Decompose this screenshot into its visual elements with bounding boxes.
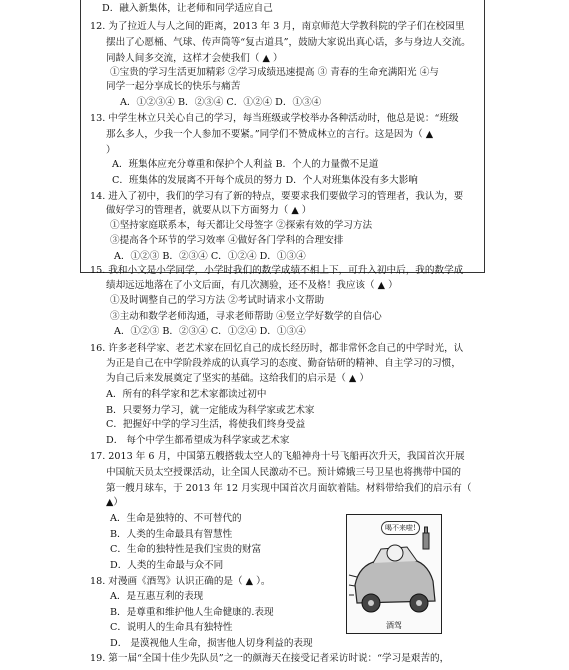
text-line: 13. 中学生林立只关心自己的学习，每当班级或学校举办各种活动时，他总是说：“班级	[90, 113, 459, 124]
text-line: 第一艘月球车，于 2013 年 12 月实现中国首次月面软着陆。材料带给我们的启示有（	[106, 483, 472, 494]
text-line: D． 每个中学生都希望成为科学家或艺术家	[106, 435, 290, 446]
cartoon-caption: 酒驾	[386, 621, 402, 630]
text-line: 中国航天员太空授课活动，让全国人民激动不已。预计嫦娥三号卫星也将携带中国的	[106, 467, 461, 478]
text-line: 摆出了心愿桶、气球、传声筒等“复古道具”，鼓励大家说出真心话，多与身边人交流。	[106, 37, 471, 48]
text-line: D．融入新集体，让老师和同学适应自己	[102, 3, 273, 14]
text-line: 做好学习的管理者，就要从以下方面努力（ ▲ ）	[106, 205, 312, 216]
text-line: 15. 我和小文是小学同学，小学时我们的数学成绩不相上下，可升入初中后，我的数学成	[90, 265, 464, 276]
text-line: A．生命是独特的、不可替代的	[110, 513, 242, 524]
text-line: A．①②③④ B．②③④ C．①②④ D．①③④	[120, 97, 322, 108]
text-line: ①坚持家庭联系本，每天都让父母签字 ②探索有效的学习方法	[110, 220, 373, 231]
text-line: ）	[106, 145, 116, 156]
text-line: A．①②③ B．②③④ C．①②④ D．①③④	[114, 326, 306, 337]
text-line: C．把握好中学的学习生活，将使我们终身受益	[106, 419, 306, 430]
text-line: ③提高各个环节的学习效率 ④做好各门学科的合理安排	[110, 235, 344, 246]
text-line: 为自己后来发展奠定了坚实的基础。这给我们的启示是（ ▲ ）	[106, 373, 369, 384]
text-line: 18. 对漫画《酒驾》认识正确的是（ ▲ ）。	[90, 576, 271, 587]
text-line: 那么多人，少我一个人参加不要紧。”同学们不赞成林立的言行。这是因为（ ▲	[106, 129, 434, 140]
text-line: 同龄人间多交流，这样才会使我们（ ▲ ）	[106, 53, 283, 64]
text-line: 12. 为了拉近人与人之间的距离，2013 年 3 月，南京师范大学教科院的学子们在校园里	[90, 21, 465, 32]
text-line: 绩却远远地落在了小文后面，有几次测验，还不及格！我应该（ ▲ ）	[106, 280, 398, 291]
text-line: 为正是自己在中学阶段养成的认真学习的态度、勤奋钻研的精神、自主学习的习惯，	[106, 358, 461, 369]
text-line: C．班集体的发展离不开每个成员的努力 D．个人对班集体没有多大影响	[112, 175, 418, 186]
drunk-driving-cartoon	[346, 514, 442, 634]
text-line: C．生命的独特性是我们宝贵的财富	[110, 544, 262, 555]
text-line: A．①②③ B．②③④ C．①②④ D．①③④	[114, 251, 306, 262]
text-line: D． 是漠视他人生命，损害他人切身利益的表现	[110, 638, 313, 649]
text-line: D．人类的生命最与众不同	[110, 560, 224, 571]
text-line: 同学一起分享成长的快乐与痛苦	[106, 81, 241, 92]
speech-bubble: 喝不来啦!	[381, 521, 420, 535]
text-line: 17. 2013 年 6 月，中国第五艘搭载太空人的飞船神舟十号飞船再次升天，我国首次开展	[90, 451, 465, 462]
text-line: ③主动和数学老师沟通，寻求老师帮助 ④竖立学好数学的自信心	[110, 311, 382, 322]
text-line: 14. 进入了初中，我们的学习有了新的特点，要要求我们要做学习的管理者，我认为，要	[90, 191, 464, 202]
text-line: A．所有的科学家和艺术家都读过初中	[106, 389, 267, 400]
text-line: ▲）	[106, 497, 123, 508]
text-line: B．只要努力学习，就一定能成为科学家或艺术家	[106, 405, 315, 416]
text-line: A．班集体应充分尊重和保护个人利益 B．个人的力量微不足道	[112, 159, 379, 170]
text-line: C．说明人的生命具有独特性	[110, 622, 233, 633]
text-line: ①及时调整自己的学习方法 ②考试时请求小文帮助	[110, 295, 325, 306]
text-line: 19. 第一届“全国十佳少先队员”之一的颜海天在接受记者采访时说：“学习是艰苦的，	[90, 653, 450, 664]
text-line: ①宝贵的学习生活更加精彩 ②学习成绩迅速提高 ③ 青春的生命充满阳光 ④与	[110, 67, 439, 78]
text-line: A．是互惠互利的表现	[110, 591, 204, 602]
text-line: B．是尊重和维护他人生命健康的.表现	[110, 607, 274, 618]
text-line: 16. 许多老科学家、老艺术家在回忆自己的成长经历时，都非常怀念自己的中学时光，认	[90, 343, 464, 354]
text-line: B．人类的生命最具有智慧性	[110, 529, 233, 540]
